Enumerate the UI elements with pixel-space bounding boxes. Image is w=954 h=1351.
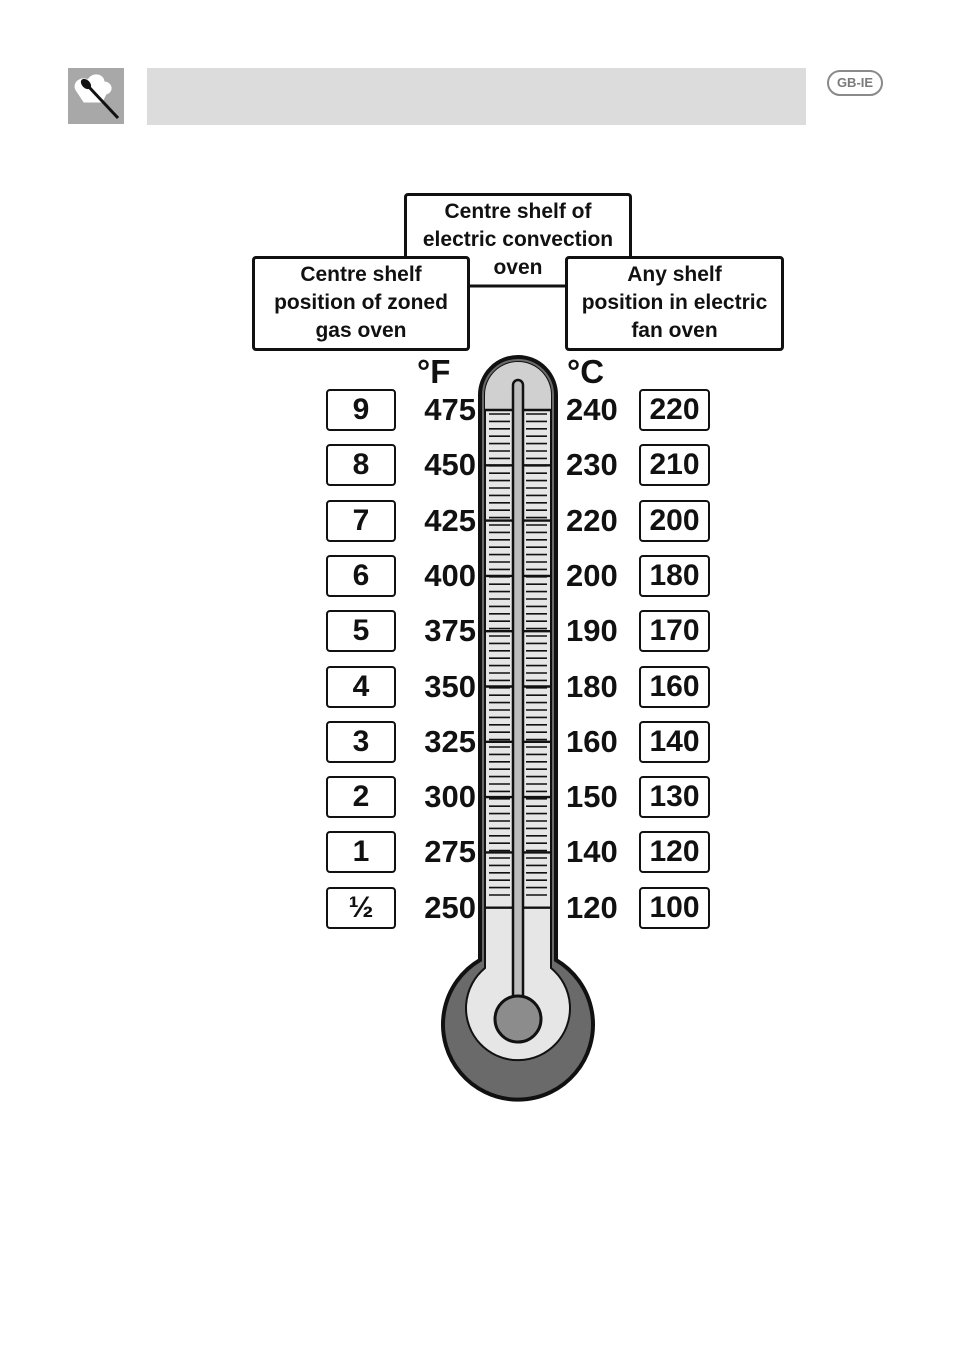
fan-oven-box: 160	[639, 666, 710, 708]
label-fan-line-3: fan oven	[631, 319, 718, 342]
fahrenheit-value: 325	[424, 723, 476, 759]
fan-oven-box: 100	[639, 887, 710, 929]
conversion-row	[0, 500, 954, 542]
label-convection-line-3: oven	[493, 256, 543, 279]
fan-oven-box: 120	[639, 831, 710, 873]
fahrenheit-unit: °F	[417, 353, 451, 390]
language-badge: GB-IE	[827, 70, 883, 96]
fahrenheit-value: 475	[424, 392, 476, 427]
fan-oven-box: 200	[639, 500, 710, 542]
label-zoned-gas	[252, 256, 470, 351]
fahrenheit-value: 375	[424, 613, 476, 649]
gas-mark-box: 8	[326, 444, 396, 486]
fahrenheit-value: 350	[424, 668, 476, 704]
conversion-row	[0, 389, 954, 431]
fan-oven-box: 210	[639, 444, 710, 486]
conversion-row	[0, 776, 954, 818]
label-fan-line-1: Any shelf	[627, 263, 722, 286]
label-convection-line-2: electric convection	[422, 228, 614, 251]
gas-mark-box: 4	[326, 666, 396, 708]
conversion-row	[0, 666, 954, 708]
gas-mark-box: ½	[326, 887, 396, 929]
celsius-value: 140	[566, 834, 618, 870]
celsius-value: 120	[566, 889, 618, 925]
celsius-value: 150	[566, 779, 618, 815]
fan-oven-box: 220	[639, 389, 710, 431]
label-fan-line-2: position in electric	[581, 291, 768, 314]
fahrenheit-value: 300	[424, 779, 476, 815]
fan-oven-box: 180	[639, 555, 710, 597]
celsius-value: 200	[566, 557, 618, 593]
gas-mark-box: 5	[326, 610, 396, 652]
fan-oven-box: 140	[639, 721, 710, 763]
conversion-row	[0, 887, 954, 929]
fahrenheit-value: 250	[424, 889, 476, 925]
conversion-row	[0, 721, 954, 763]
conversion-row	[0, 444, 954, 486]
label-gas-line-2: position of zoned	[274, 291, 448, 314]
celsius-value: 160	[566, 723, 618, 759]
thermometer-bulb-core	[495, 996, 541, 1042]
fahrenheit-value: 400	[424, 557, 476, 593]
gas-mark-box: 9	[326, 389, 396, 431]
gas-mark-box: 1	[326, 831, 396, 873]
conversion-row	[0, 831, 954, 873]
label-gas-line-3: gas oven	[315, 319, 407, 342]
conversion-row	[0, 610, 954, 652]
fan-oven-box: 130	[639, 776, 710, 818]
conversion-row	[0, 555, 954, 597]
fan-oven-box: 170	[639, 610, 710, 652]
label-gas-line-1: Centre shelf	[300, 263, 422, 286]
celsius-value: 180	[566, 668, 618, 704]
celsius-value: 220	[566, 502, 618, 538]
label-electric-fan	[565, 256, 784, 351]
fahrenheit-value: 425	[424, 502, 476, 538]
fahrenheit-value: 275	[424, 834, 476, 870]
celsius-value: 230	[566, 447, 618, 483]
celsius-unit: °C	[567, 353, 605, 390]
celsius-value: 190	[566, 613, 618, 649]
gas-mark-box: 6	[326, 555, 396, 597]
label-convection-line-1: Centre shelf of	[444, 200, 592, 223]
gas-mark-box: 3	[326, 721, 396, 763]
gas-mark-box: 7	[326, 500, 396, 542]
gas-mark-box: 2	[326, 776, 396, 818]
celsius-value: 240	[566, 392, 618, 427]
fahrenheit-value: 450	[424, 447, 476, 483]
